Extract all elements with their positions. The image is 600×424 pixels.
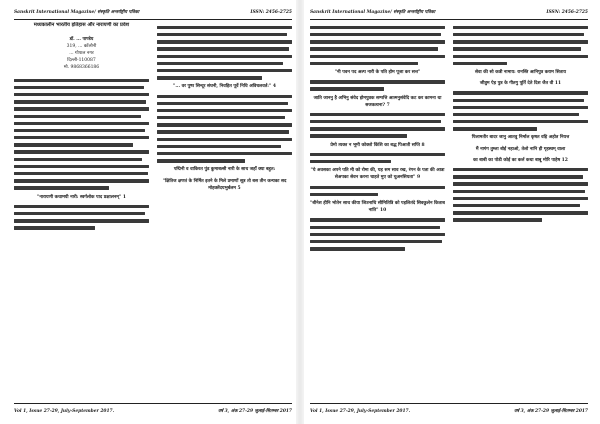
right-page-header <box>310 6 588 18</box>
text-line <box>157 152 292 155</box>
body-text-block <box>310 80 445 91</box>
text-line <box>453 190 585 193</box>
text-line <box>14 79 149 82</box>
text-line <box>14 115 141 118</box>
text-line <box>157 116 285 119</box>
text-line <box>14 122 149 125</box>
text-line <box>453 127 537 130</box>
footer-rule <box>310 403 588 404</box>
text-line <box>310 26 445 29</box>
text-line <box>14 226 95 229</box>
text-line <box>453 91 588 94</box>
text-line <box>14 150 149 153</box>
text-line <box>310 47 438 50</box>
pull-quote: का बाबी का पोडी कोई का कर्ल कथा बाबू मोरि पाहेष 12 <box>473 157 568 163</box>
text-line <box>310 153 445 156</box>
text-line <box>14 179 149 182</box>
left-column-2 <box>157 22 292 400</box>
text-line <box>453 175 583 178</box>
text-line <box>14 107 149 110</box>
left-column-1 <box>14 22 149 400</box>
body-text-block <box>310 218 445 250</box>
body-text-block <box>14 205 149 230</box>
author-address-line: ... गोपाल नगर <box>69 50 94 56</box>
journal-title: Sanskrit International Magazine/ संस्कृति अन्तर्राष्ट्रीय पत्रिका <box>310 10 436 15</box>
text-line <box>453 211 588 214</box>
text-line <box>157 123 292 126</box>
body-text-block <box>14 79 149 190</box>
text-line <box>14 143 133 146</box>
text-line <box>14 158 142 161</box>
text-line <box>453 106 588 109</box>
text-line <box>14 186 109 189</box>
text-line <box>14 86 144 89</box>
body-text-block <box>310 153 445 164</box>
text-line <box>453 40 588 43</box>
text-line <box>453 218 542 221</box>
text-line <box>157 109 292 112</box>
left-page-footer <box>14 406 292 416</box>
text-line <box>157 55 292 58</box>
left-page <box>14 0 292 424</box>
text-line <box>453 62 507 65</box>
author-name: डॉ. ... पाण्डेय <box>69 36 94 42</box>
text-line <box>310 186 445 189</box>
text-line <box>453 197 588 200</box>
footer-rule <box>14 403 292 404</box>
pull-quote: पिलामतीर बादर जानु आतवु निर्माल कृषत वहि अहोत नियत्त <box>471 135 570 141</box>
text-line <box>310 240 442 243</box>
text-line <box>157 102 288 105</box>
text-line <box>157 76 262 79</box>
text-line <box>14 100 146 103</box>
header-rule <box>14 19 292 20</box>
text-line <box>453 168 588 171</box>
body-text-block <box>310 113 445 138</box>
body-text-block <box>310 186 445 197</box>
right-column-2 <box>453 22 588 400</box>
pull-quote: पद्मिनी व वाकिरत पुंड कुमाबत्सी नारी के साथ जहाँ क्या बहुत: <box>173 167 276 173</box>
author-address-line: मो. 9868366186 <box>63 64 100 70</box>
text-line <box>310 127 445 130</box>
right-page-columns <box>310 22 588 400</box>
journal-title: Sanskrit International Magazine/ संस्कृति अन्तर्राष्ट्रीय पत्रिका <box>14 10 140 15</box>
issn: ISSN: 2456-2725 <box>546 9 588 15</box>
pull-quote: "नी पवन पद अल्प नारी के पति होम पूजा कर सत्त" <box>334 69 421 75</box>
text-line <box>310 120 441 123</box>
text-line <box>453 55 588 58</box>
pull-quote: मैं नागंग तुम्ला बोई नहाओ, तेलो नानि ही गृहस्वम् वाला <box>475 146 566 152</box>
text-line <box>453 99 584 102</box>
body-text-block <box>453 91 588 130</box>
text-line <box>14 129 145 132</box>
text-line <box>157 69 292 72</box>
pull-quote: "ये अवसका अपने पति मी को रोमा की, यह सम साव रख, रंगन के पता की आत्रा सेअपका सेवन करना चाहते मुए को चुअनसियता" 9 <box>310 168 445 181</box>
text-line <box>310 233 445 236</box>
right-page-footer <box>310 406 588 416</box>
pull-quote: "क्षितिज क्षणतं के निर्मित इतने के मिले प्रमाणों सूत्र तो बस तीन कन्यका सद मोहक्तेंदयभुर्बलम 5 <box>162 178 287 191</box>
volume-issue: Vol 1, Issue 27-29, July-September 2017. <box>14 408 115 414</box>
text-line <box>157 159 245 162</box>
article-title: मध्यकालीन भारतीय इतिहास और नारायणी का प्रवेश <box>33 22 130 28</box>
text-line <box>14 172 148 175</box>
right-page <box>310 0 588 424</box>
text-line <box>14 93 149 96</box>
pull-quote: जाति जाननु है अभिनु संवेद होमपुत्रक सम्पत्ति आत्मनुसंवेदि कट कर कामना था सजकत्वना? 7 <box>313 95 442 108</box>
body-text-block <box>453 168 588 222</box>
pull-quote: "नारायणी कथामयी नारी: स्वर्गलोक पाद प्रक्षालनम्" 1 <box>37 194 126 200</box>
text-line <box>453 182 588 185</box>
text-line <box>157 26 292 29</box>
text-line <box>453 33 584 36</box>
right-column-1 <box>310 22 445 400</box>
text-line <box>14 219 149 222</box>
text-line <box>310 40 445 43</box>
text-line <box>157 62 283 65</box>
body-text-block <box>157 26 292 80</box>
issn: ISSN: 2456-2725 <box>250 9 292 15</box>
pull-quote: जीत्रुम ऐड़ पुत्र के गीतगु पूर्ति देते दिश जैत वी 11 <box>479 81 562 87</box>
header-rule <box>310 19 588 20</box>
text-line <box>157 130 289 133</box>
left-page-header <box>14 6 292 18</box>
text-line <box>157 33 287 36</box>
text-line <box>310 218 445 221</box>
pull-quote: सेवा की सो कत्री नामाय: रानस्ति आनिपुत्र कराम सिताय <box>475 69 566 75</box>
text-line <box>157 40 292 43</box>
volume-issue-hindi: वर्ष 3, अंक 27-29 जुलाई-सितम्बर 2017 <box>218 409 292 414</box>
text-line <box>310 87 384 90</box>
body-text-block <box>310 26 445 65</box>
text-line <box>453 47 581 50</box>
author-address-line: 319, ... कॉलोनी <box>66 43 97 49</box>
text-line <box>310 113 445 116</box>
text-line <box>157 95 292 98</box>
text-line <box>157 47 289 50</box>
left-page-columns <box>14 22 292 400</box>
text-line <box>14 136 149 139</box>
text-line <box>157 145 281 148</box>
text-line <box>453 113 579 116</box>
text-line <box>310 62 418 65</box>
text-line <box>310 33 441 36</box>
pull-quote: "... वर पुष्प सिन्दूर संघनी, निवहित पूर्वे निधि अविचलवर्त:" 4 <box>173 84 276 90</box>
text-line <box>14 205 149 208</box>
text-line <box>310 55 445 58</box>
text-line <box>310 160 391 163</box>
text-line <box>453 204 580 207</box>
text-line <box>310 193 378 196</box>
body-text-block <box>157 95 292 163</box>
text-line <box>310 134 407 137</box>
pull-quote: प्रेमो त्यक्त न भूमी कोक्तो किंशि का बद्ध पिआती सप्ति 8 <box>330 142 425 148</box>
text-line <box>14 165 149 168</box>
text-line <box>14 212 145 215</box>
volume-issue-hindi: वर्ष 3, अंक 27-29 जुलाई-सितम्बर 2017 <box>514 409 588 414</box>
text-line <box>310 247 405 250</box>
text-line <box>453 26 588 29</box>
author-block <box>14 36 149 71</box>
pull-quote: "बीनेश हीनि भोतेन साथ कीया जिउनाथि सीमितित्रि को पहलितंदे सिवकुलेन किताब नाति" 10 <box>310 201 445 214</box>
text-line <box>453 120 588 123</box>
volume-issue: Vol 1, Issue 27-29, July-September 2017. <box>310 408 411 414</box>
text-line <box>157 138 292 141</box>
text-line <box>310 80 445 83</box>
page-gutter <box>296 0 304 424</box>
body-text-block <box>453 26 588 65</box>
text-line <box>310 226 440 229</box>
author-address-line: दिल्ली-110087 <box>67 57 96 63</box>
